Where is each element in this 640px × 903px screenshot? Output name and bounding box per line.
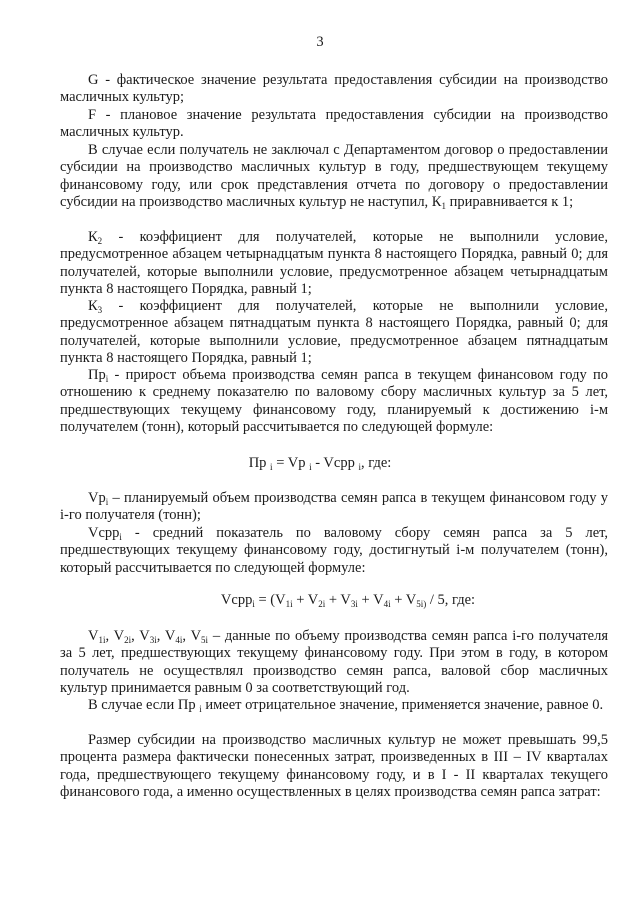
paragraph-pr-definition: $Пр_i$ - прирост объема производства семян рапса в текущем финансовом году по отношению к среднему показателю по валовому сбору масличных культур за 5 лет, предшествующих текущему финансовому году, планируемый к достижению i-м получателем (тонн), который рассчитывается по следующей формуле: bbox=[60, 367, 608, 436]
paragraph-vp-definition: $Vр_i$ – планируемый объем производства семян рапса в текущем финансовом году у i-го получателя (тонн); bbox=[60, 490, 608, 524]
paragraph-f-definition: F - плановое значение результата предоставления субсидии на производство масличных культур. bbox=[60, 107, 608, 141]
page-number: 3 bbox=[316, 34, 324, 50]
paragraph-k2-definition: $К_2$ - коэффициент для получателей, которые не выполнили условие, предусмотренное абзацем четырнадцатым пункта 8 настоящего Порядка, равный 0; для получателей, которые выполнили условие, предусмотренное абзацем четырнадцатым пункта 8 настоящего Порядка, равный 1; bbox=[60, 229, 608, 298]
paragraph-v-data: $V_{1i}$, $V_{2i}$, $V_{3i}$, $V_{4i}$, $V_{5i}$ – данные по объему производства семян рапса i-го получателя за 5 лет, предшествующих текущему финансовому году. При этом в году, в котором получатель не осуществлял производство семян рапса, валовой сбор масличных культур принимается равным 0 за соответствующий год. bbox=[60, 628, 609, 697]
formula-pr: Пр $_i$ = Vр $_i$ - Vсрр $_i$, где: bbox=[248, 455, 392, 472]
paragraph-case-k1: В случае если получатель не заключал с Департаментом договор о предоставлении субсидии на производство масличных культур в году, предшествующем текущему финансовому году, или срок представления отчета по договору о предоставлении субсидии на производство масличных культур не наступил, $К_1$ приравнивается к 1; bbox=[60, 142, 608, 212]
paragraph-negative-value: В случае если Пр $_i$ имеет отрицательное значение, применяется значение, равное 0. bbox=[88, 697, 604, 714]
paragraph-k3-definition: $К_3$ - коэффициент для получателей, которые не выполнили условие, предусмотренное абзацем пятнадцатым пункта 8 настоящего Порядка, равный 0; для получателей, которые выполнили условие, предусмотренное абзацем пятнадцатым пункта 8 настоящего Порядка, равный 1; bbox=[60, 298, 608, 367]
paragraph-vcpp-definition: Vсрр$_i$ - средний показатель по валовому сбору семян рапса за 5 лет, предшествующих текущему финансовому году, достигнутый i-м получателем (тонн), который рассчитывается по следующей формуле: bbox=[60, 525, 608, 576]
paragraph-subsidy-size: Размер субсидии на производство масличных культур не может превышать 99,5 процента размера фактически понесенных затрат, произведенных в III – IV кварталах года, предшествующего текущему финансовому году, и в I - II кварталах текущего финансового года, а именно осуществленных в целях производства семян рапса затрат: bbox=[60, 732, 608, 801]
paragraph-g-definition: G - фактическое значение результата предоставления субсидии на производство масличных культур; bbox=[60, 72, 608, 106]
formula-vcpp: Vсрр$_i$ = ($V_{1i} + V_{2i} + V_{3i} + V_{4i} + V_{5i)} / 5$, где: bbox=[220, 592, 476, 609]
